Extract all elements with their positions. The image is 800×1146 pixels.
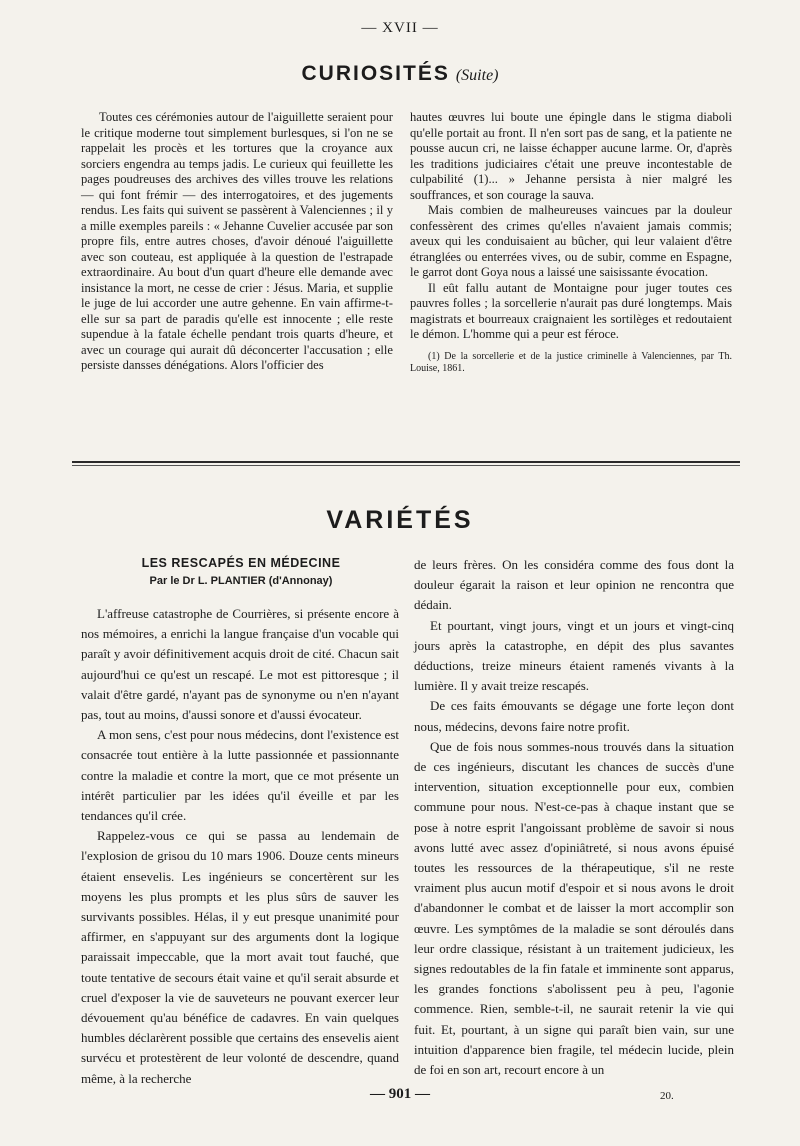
section-divider-thin [72, 465, 740, 466]
paragraph: hautes œuvres lui boute une épingle dans le stigma diaboli qu'elle portait au front. Il n'en sort pas de sang, et la patiente ne pousse aucun cri, ne laisse échapper aucune larme. Or, d'après les traditions judiciaires c'était une preuve incontestable de culpabilité (1)... » Jehanne persista à nier malgré les souffrances, et son courage la sauva. [410, 110, 732, 202]
curiosites-column-right [410, 110, 732, 376]
paragraph: Toutes ces cérémonies autour de l'aiguillette seraient pour le critique moderne tout simplement burlesques, si l'on ne se rappelait les procès et les tortures que la croyance aux sorciers engendra au temps jadis. Le curieux qui feuillette les pages poudreuses des archives des villes trouve les relations — qui font frémir — des interrogatoires, et des jugements rendus. Les faits qui suivent se passèrent à Valenciennes ; il y a mille exemples pareils : « Jehanne Cuvelier accusée par son propre fils, entre autres choses, d'avoir dénoué l'aiguillette avec son couteau, est appliquée à la question de l'estrapade extraordinaire. Au bout d'un quart d'heure elle demande avec insistance la mort, ne cesse de crier : Jésus. Maria, et supplie le juge de lui accorder une autre gehenne. En vain affirme-t-elle sur sa part de paradis qu'elle est innocente ; elle reste supendue à la fatale échelle pendant trois quarts d'heure, et avec un courage qui aurait dû déconcerter l'accusation ; elle persiste dansses dénégations. Alors l'officier des [81, 110, 393, 372]
paragraph: Que de fois nous sommes-nous trouvés dans la situation de ces ingénieurs, discutant les chances de succès d'une intervention, situation exceptionnelle pour eux, combien commune pour nous. N'est-ce-pas à chaque instant que se pose à notre esprit l'angoissant problème de savoir si nous avons lutté avec assez d'opiniâtreté, si nous avons épuisé toutes les ressources de la thérapeutique, s'il ne reste vraiment plus aucun motif d'espoir et si nous avons le droit d'abandonner le combat et de laisser la mort accomplir son œuvre. Les symptômes de la maladie se sont déroulés dans leur ordre classique, résistant à un traitement judicieux, les signes redoutables de la fin fatale et imminente sont apparus, les grandes fonctions s'abolissent peu à peu, l'agonie commence. Rien, semble-t-il, ne saurait retenir la vie qui fuit. Et, pourtant, à un signe qui paraît bien vain, sur une intuition d'apparence bien fragile, tel médecin lucide, plein de foi en son art, recourt encore à un [414, 738, 734, 1078]
curiosites-heading [0, 62, 800, 86]
curiosites-title: CURIOSITÉS [301, 62, 450, 85]
paragraph: Il eût fallu autant de Montaigne pour juger toutes ces pauvres folles ; la sorcellerie n'aurait pas duré longtemps. Mais magistrats et bourreaux craignaient les sortilèges et redoutaient le démon. L'homme qui a peur est féroce. [410, 280, 732, 341]
paragraph: A mon sens, c'est pour nous médecins, dont l'existence est consacrée tout entière à la lutte passionnée et passionnante contre la maladie et contre la mort, que ce mot présente un intérêt particulier par les idées qu'il éveille et par les tendances qu'il crée. [81, 727, 399, 824]
curiosites-suite: (Suite) [455, 67, 499, 84]
paragraph: de leurs frères. On les considéra comme des fous dont la douleur égarait la raison et leur opinion ne rencontra que dédain. [414, 557, 734, 613]
curiosites-column-left [81, 110, 393, 374]
article-column-left [81, 604, 399, 1089]
paragraph: Rappelez-vous ce qui se passa au lendemain de l'explosion de grisou du 10 mars 1906. Douze cents mineurs étaient ensevelis. Les ingénieurs se concertèrent sur les moyens les plus prompts et les plus sûrs de sauver les survivants possibles. Hélas, il y eut presque unanimité pour affirmer, en s'appuyant sur des arguments dont la logique paraissait impeccable, que la mort avait tout fauché, que toute tentative de secours était vaine et qu'il serait absurde et cruel d'exposer la vie de sauveteurs ne pouvant exercer leur dévouement qu'au bénéfice de cadavres. En vain quelques humbles déclarèrent possible que certains des ensevelis aient survécu et protestèrent de leur volonté de descendre, quand même, à la recherche [81, 828, 399, 1086]
bottom-folio: — 901 — [370, 1086, 430, 1102]
section-divider [72, 461, 740, 463]
article-column-right [414, 555, 734, 1080]
article-title: LES RESCAPÉS EN MÉDECINE [141, 556, 341, 570]
paragraph: L'affreuse catastrophe de Courrières, si présente encore à nos mémoires, a enrichi la langue française d'un vocable qui paraît y avoir définitivement acquis droit de cité. Chacun sait aujourd'hui ce qu'est un rescapé. Le mot est pittoresque ; il valait d'être gardé, n'ayant pas de synonyme ou n'en n'ayant pas, tout au moins, d'aussi sonore et d'aussi évocateur. [81, 606, 399, 723]
paragraph: Mais combien de malheureuses vaincues par la douleur confessèrent des crimes qu'elles n'avaient jamais commis; aveux qui les conduisaient au bûcher, qui leur valaient d'être étranglées ou enterrées vives, ou de subir, comme en Espagne, le garrot dont Goya nous a laissé une saisissante évocation. [410, 203, 732, 279]
paragraph: Et pourtant, vingt jours, vingt et un jours et vingt-cinq jours après la catastrophe, en dépit des plus savantes déductions, treize mineurs étaient ramenés vivants à la lumière. Il y avait treize rescapés. [414, 617, 734, 694]
article-author: Par le Dr L. PLANTIER (d'Annonay) [149, 575, 333, 587]
footnote: (1) De la sorcellerie et de la justice criminelle à Valenciennes, par Th. Louise, 1861. [410, 350, 732, 374]
top-folio: — XVII — [361, 20, 439, 36]
paragraph: De ces faits émouvants se dégage une forte leçon dont nous, médecins, devons faire notre profit. [414, 698, 734, 734]
signature-mark: 20. [660, 1090, 674, 1102]
varietes-title: VARIÉTÉS [326, 506, 474, 534]
